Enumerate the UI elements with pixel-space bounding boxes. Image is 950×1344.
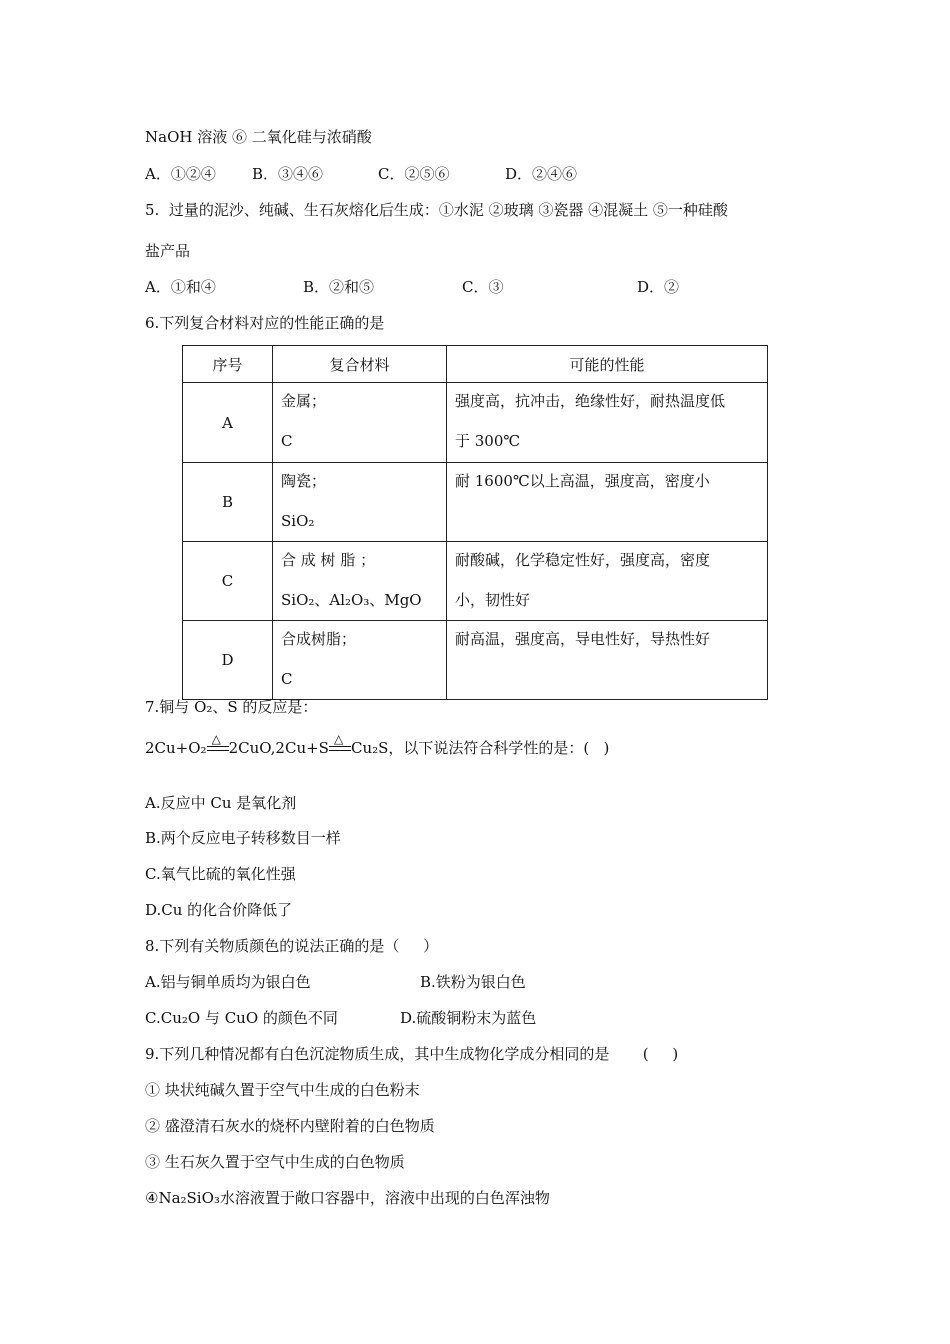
material-line1: 合 成 树 脂 ； (281, 551, 376, 569)
row-id: B (183, 463, 273, 542)
q8-stem: 8.下列有关物质颜色的说法正确的是（ ） (145, 937, 439, 955)
q4-option-b: B．③④⑥ (252, 165, 324, 183)
q4-option-d: D．②④⑥ (505, 165, 578, 183)
q7-option-a: A.反应中 Cu 是氧化剂 (145, 794, 297, 812)
property-line1: 强度高，抗冲击，绝缘性好，耐热温度低 (455, 392, 726, 410)
equation-tail: Cu₂S，以下说法符合科学性的是：( ) (350, 739, 610, 757)
table-row (183, 463, 768, 542)
material-line1: 合成树脂； (281, 630, 357, 648)
q7-stem: 7.铜与 O₂、S 的反应是： (145, 698, 318, 716)
table-row (183, 383, 768, 463)
row-id: C (183, 542, 273, 621)
property-line2: 于 300℃ (455, 432, 521, 450)
property-line2: 小，韧性好 (455, 591, 531, 609)
table-row (183, 621, 768, 700)
material-line2: SiO₂、Al₂O₃、MgO (281, 591, 422, 609)
q5-option-b: B．②和⑤ (303, 278, 375, 296)
row-id: D (183, 621, 273, 700)
table-header-row (183, 346, 768, 383)
heat-arrow (329, 732, 351, 759)
q5-option-d: D．② (637, 278, 680, 296)
q9-item-4: ④Na₂SiO₃水溶液置于敞口容器中，溶液中出现的白色浑浊物 (145, 1189, 550, 1207)
table-row (183, 542, 768, 621)
q6-materials-table (182, 345, 768, 700)
material-line2: SiO₂ (281, 512, 315, 530)
heat-triangle-icon: △ (333, 732, 344, 746)
material-line1: 陶瓷； (281, 472, 327, 490)
q5-option-c: C．③ (462, 278, 504, 296)
property-line1: 耐 1600℃以上高温，强度高，密度小 (455, 472, 710, 490)
material-line2: C (281, 670, 293, 688)
q8-option-a: A.铝与铜单质均为银白色 (145, 973, 311, 991)
q7-option-d: D.Cu 的化合价降低了 (145, 901, 293, 919)
heat-triangle-icon: △ (211, 732, 221, 746)
property-line1: 耐酸碱，化学稳定性好，强度高，密度 (455, 551, 711, 569)
q8-option-c: C.Cu₂O 与 CuO 的颜色不同 (145, 1009, 338, 1027)
header-number: 序号 (183, 346, 273, 383)
q7-option-b: B.两个反应电子转移数目一样 (145, 829, 341, 847)
header-material: 复合材料 (273, 346, 447, 383)
row-id: A (183, 383, 273, 463)
property-line1: 耐高温，强度高，导电性好，导热性好 (455, 630, 711, 648)
q5-stem-line2: 盐产品 (145, 242, 191, 260)
material-line2: C (281, 432, 293, 450)
q7-option-c: C.氧气比硫的氧化性强 (145, 865, 296, 883)
q4-option-a: A．①②④ (145, 165, 216, 183)
q4-continuation: NaOH 溶液 ⑥ 二氧化硅与浓硝酸 (145, 128, 372, 146)
equation-middle: 2CuO,2Cu+S (228, 739, 329, 757)
header-property: 可能的性能 (447, 346, 768, 383)
q4-option-c: C．②⑤⑥ (378, 165, 450, 183)
heat-arrow (207, 732, 229, 759)
q8-option-b: B.铁粉为银白色 (420, 973, 526, 991)
q6-stem: 6.下列复合材料对应的性能正确的是 (145, 314, 385, 332)
q9-item-3: ③ 生石灰久置于空气中生成的白色物质 (145, 1153, 405, 1171)
q7-equations (145, 732, 610, 759)
q9-stem: 9.下列几种情况都有白色沉淀物质生成，其中生成物化学成分相同的是 ( ) (145, 1045, 679, 1063)
q5-stem-line1: 5. 过量的泥沙、纯碱、生石灰熔化后生成：①水泥 ②玻璃 ③瓷器 ④混凝土 ⑤一种硅酸 (145, 201, 728, 219)
q9-item-1: ① 块状纯碱久置于空气中生成的白色粉末 (145, 1081, 420, 1099)
material-line1: 金属； (281, 392, 327, 410)
q8-option-d: D.硫酸铜粉末为蓝色 (400, 1009, 537, 1027)
equation-1-reactants: 2Cu+O₂ (145, 739, 207, 757)
q9-item-2: ② 盛澄清石灰水的烧杯内壁附着的白色物质 (145, 1117, 435, 1135)
q5-option-a: A．①和④ (145, 278, 216, 296)
